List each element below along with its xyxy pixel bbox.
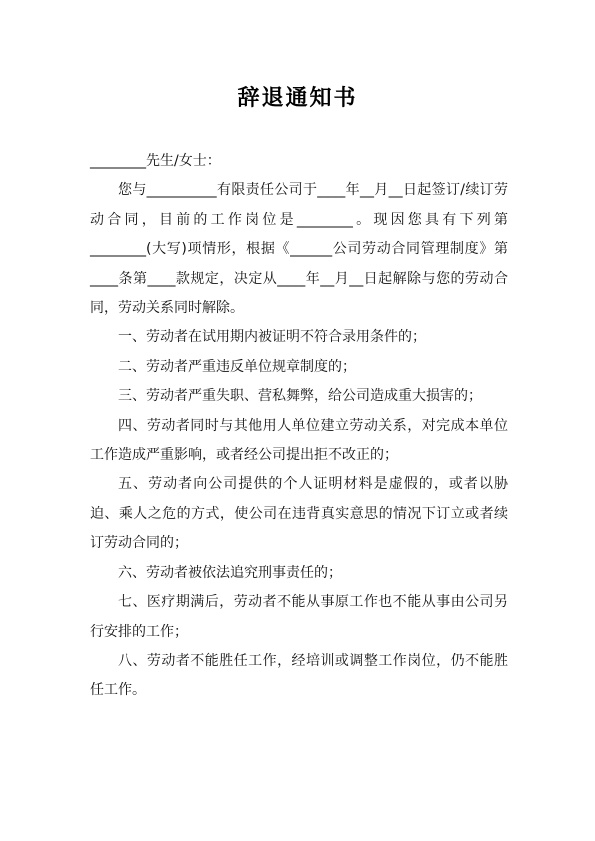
clause-item-3: 三、劳动者严重失职、营私舞弊，给公司造成重大损害的； (118, 388, 482, 405)
salutation: ________先生/女士： (90, 153, 221, 169)
intro-paragraph: 您与__________有限责任公司于____年__月__日起签订/续订劳动合同，目前的工作岗位是________。现因您具有下列第________(大写)项情形，根据《______公司劳动合同管理制度》第____条第____款规定，决定从____年__月__日起解除与您的劳动合同，劳动关系同时解除。 (90, 182, 508, 317)
clause-item-1: 一、劳动者在试用期内被证明不符合录用条件的； (118, 329, 426, 346)
clause-item-8: 八、劳动者不能胜任工作，经培训或调整工作岗位，仍不能胜任工作。 (90, 652, 508, 699)
clause-item-6: 六、劳动者被依法追究刑事责任的； (118, 564, 342, 581)
clause-item-5: 五、劳动者向公司提供的个人证明材料是虚假的，或者以胁迫、乘人之危的方式，使公司在违背真实意思的情况下订立或者续订劳动合同的； (90, 476, 508, 552)
document-title: 辞退通知书 (237, 85, 358, 111)
clause-item-7: 七、医疗期满后，劳动者不能从事原工作也不能从事由公司另行安排的工作； (90, 594, 508, 640)
clause-item-2: 二、劳动者严重违反单位规章制度的； (118, 358, 356, 375)
clause-item-4: 四、劳动者同时与其他用人单位建立劳动关系，对完成本单位工作造成严重影响，或者经公司提出拒不改正的； (90, 417, 508, 464)
document-body (90, 147, 508, 706)
